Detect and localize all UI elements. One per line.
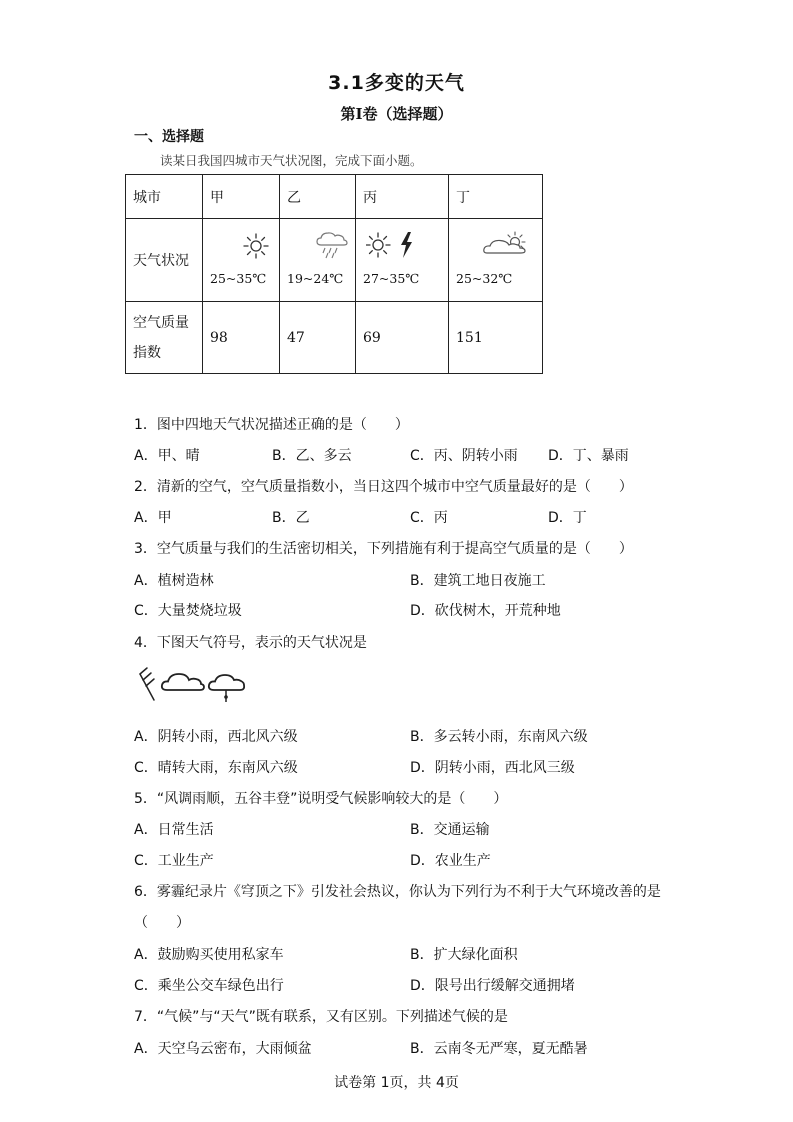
aqi-value: 151 bbox=[449, 302, 543, 374]
temperature-range: 27~35℃ bbox=[363, 271, 420, 286]
weather-symbol-figure bbox=[134, 666, 259, 706]
question-2-option-a: A．甲 bbox=[134, 510, 172, 526]
question-4-option-b: B．多云转小雨，东南风六级 bbox=[410, 729, 588, 745]
question-2-option-b: B．乙 bbox=[272, 510, 310, 526]
aqi-value: 98 bbox=[203, 302, 280, 374]
question-6-option-b: B．扩大绿化面积 bbox=[410, 947, 518, 963]
question-2-option-d: D．丁 bbox=[548, 510, 587, 526]
question-3-stem: 3．空气质量与我们的生活密切相关，下列措施有利于提高空气质量的是（ ） bbox=[134, 541, 633, 557]
row-label-aqi bbox=[126, 302, 203, 374]
weather-cell-ding bbox=[449, 219, 543, 302]
table-header-cell: 城市 bbox=[126, 175, 203, 219]
overcast-cloud-icon bbox=[162, 674, 204, 690]
question-1-option-b: B．乙、多云 bbox=[272, 448, 352, 464]
temperature-range: 19~24℃ bbox=[287, 271, 344, 286]
aqi-value: 47 bbox=[280, 302, 356, 374]
intro-text: 读某日我国四城市天气状况图，完成下面小题。 bbox=[160, 153, 423, 168]
question-5-option-a: A．日常生活 bbox=[134, 822, 214, 838]
weather-table bbox=[125, 174, 543, 374]
sun-icon bbox=[243, 233, 269, 259]
page-subtitle: 第I卷（选择题） bbox=[340, 105, 453, 123]
page-footer: 试卷第 1页，共 4页 bbox=[334, 1075, 459, 1091]
question-1-option-c: C．丙、阴转小雨 bbox=[410, 448, 518, 464]
row-label-aqi-line2: 指数 bbox=[133, 344, 161, 361]
table-header-row bbox=[126, 175, 543, 219]
question-6-option-d: D．限号出行缓解交通拥堵 bbox=[410, 978, 575, 994]
section-heading: 一、选择题 bbox=[134, 129, 204, 145]
question-4-option-a: A．阴转小雨，西北风六级 bbox=[134, 729, 298, 745]
question-6-stem: 6．雾霾纪录片《穹顶之下》引发社会热议，你认为下列行为不利于大气环境改善的是 bbox=[134, 884, 661, 900]
table-row-aqi bbox=[126, 302, 543, 374]
weather-cell-jia bbox=[203, 219, 280, 302]
question-5-option-b: B．交通运输 bbox=[410, 822, 490, 838]
row-label-aqi-line1: 空气质量 bbox=[133, 314, 189, 331]
question-7-stem: 7．“气候”与“天气”既有联系，又有区别。下列描述气候的是 bbox=[134, 1009, 508, 1025]
question-6-option-c: C．乘坐公交车绿色出行 bbox=[134, 978, 284, 994]
question-3-option-c: C．大量焚烧垃圾 bbox=[134, 603, 242, 619]
question-5-stem: 5．“风调雨顺，五谷丰登”说明受气候影响较大的是（ ） bbox=[134, 791, 508, 807]
temperature-range: 25~35℃ bbox=[210, 271, 267, 286]
aqi-value: 69 bbox=[356, 302, 449, 374]
sun-lightning-icon bbox=[366, 231, 416, 259]
question-6-option-a: A．鼓励购买使用私家车 bbox=[134, 947, 284, 963]
table-header-cell: 丙 bbox=[356, 175, 449, 219]
question-2-option-c: C．丙 bbox=[410, 510, 448, 526]
light-rain-icon bbox=[209, 675, 244, 702]
table-header-cell: 甲 bbox=[203, 175, 280, 219]
question-2-stem: 2．清新的空气，空气质量指数小，当日这四个城市中空气质量最好的是（ ） bbox=[134, 479, 633, 495]
question-4-option-d: D．阴转小雨，西北风三级 bbox=[410, 760, 575, 776]
weather-cell-yi bbox=[280, 219, 356, 302]
row-label-weather: 天气状况 bbox=[126, 219, 203, 302]
table-header-cell: 丁 bbox=[449, 175, 543, 219]
wind-barb-icon bbox=[140, 668, 154, 700]
question-4-option-c: C．晴转大雨，东南风六级 bbox=[134, 760, 298, 776]
question-3-option-a: A．植树造林 bbox=[134, 573, 214, 589]
question-1-stem: 1．图中四地天气状况描述正确的是（ ） bbox=[134, 417, 409, 433]
question-5-option-d: D．农业生产 bbox=[410, 853, 491, 869]
table-row-weather bbox=[126, 219, 543, 302]
table-header-cell: 乙 bbox=[280, 175, 356, 219]
question-7-option-b: B．云南冬无严寒，夏无酷暑 bbox=[410, 1041, 588, 1057]
partly-cloudy-icon bbox=[483, 231, 531, 257]
question-7-option-a: A．天空乌云密布，大雨倾盆 bbox=[134, 1041, 312, 1057]
question-3-option-d: D．砍伐树木，开荒种地 bbox=[410, 603, 561, 619]
question-3-option-b: B．建筑工地日夜施工 bbox=[410, 573, 546, 589]
temperature-range: 25~32℃ bbox=[456, 271, 513, 286]
question-6-stem-continued: （ ） bbox=[134, 915, 190, 931]
page-title: 3.1多变的天气 bbox=[328, 72, 465, 94]
question-4-stem: 4．下图天气符号，表示的天气状况是 bbox=[134, 635, 367, 651]
question-5-option-c: C．工业生产 bbox=[134, 853, 214, 869]
weather-cell-bing bbox=[356, 219, 449, 302]
question-1-option-a: A．甲、晴 bbox=[134, 448, 200, 464]
question-1-option-d: D．丁、暴雨 bbox=[548, 448, 629, 464]
cloud-rain-icon bbox=[315, 231, 349, 259]
